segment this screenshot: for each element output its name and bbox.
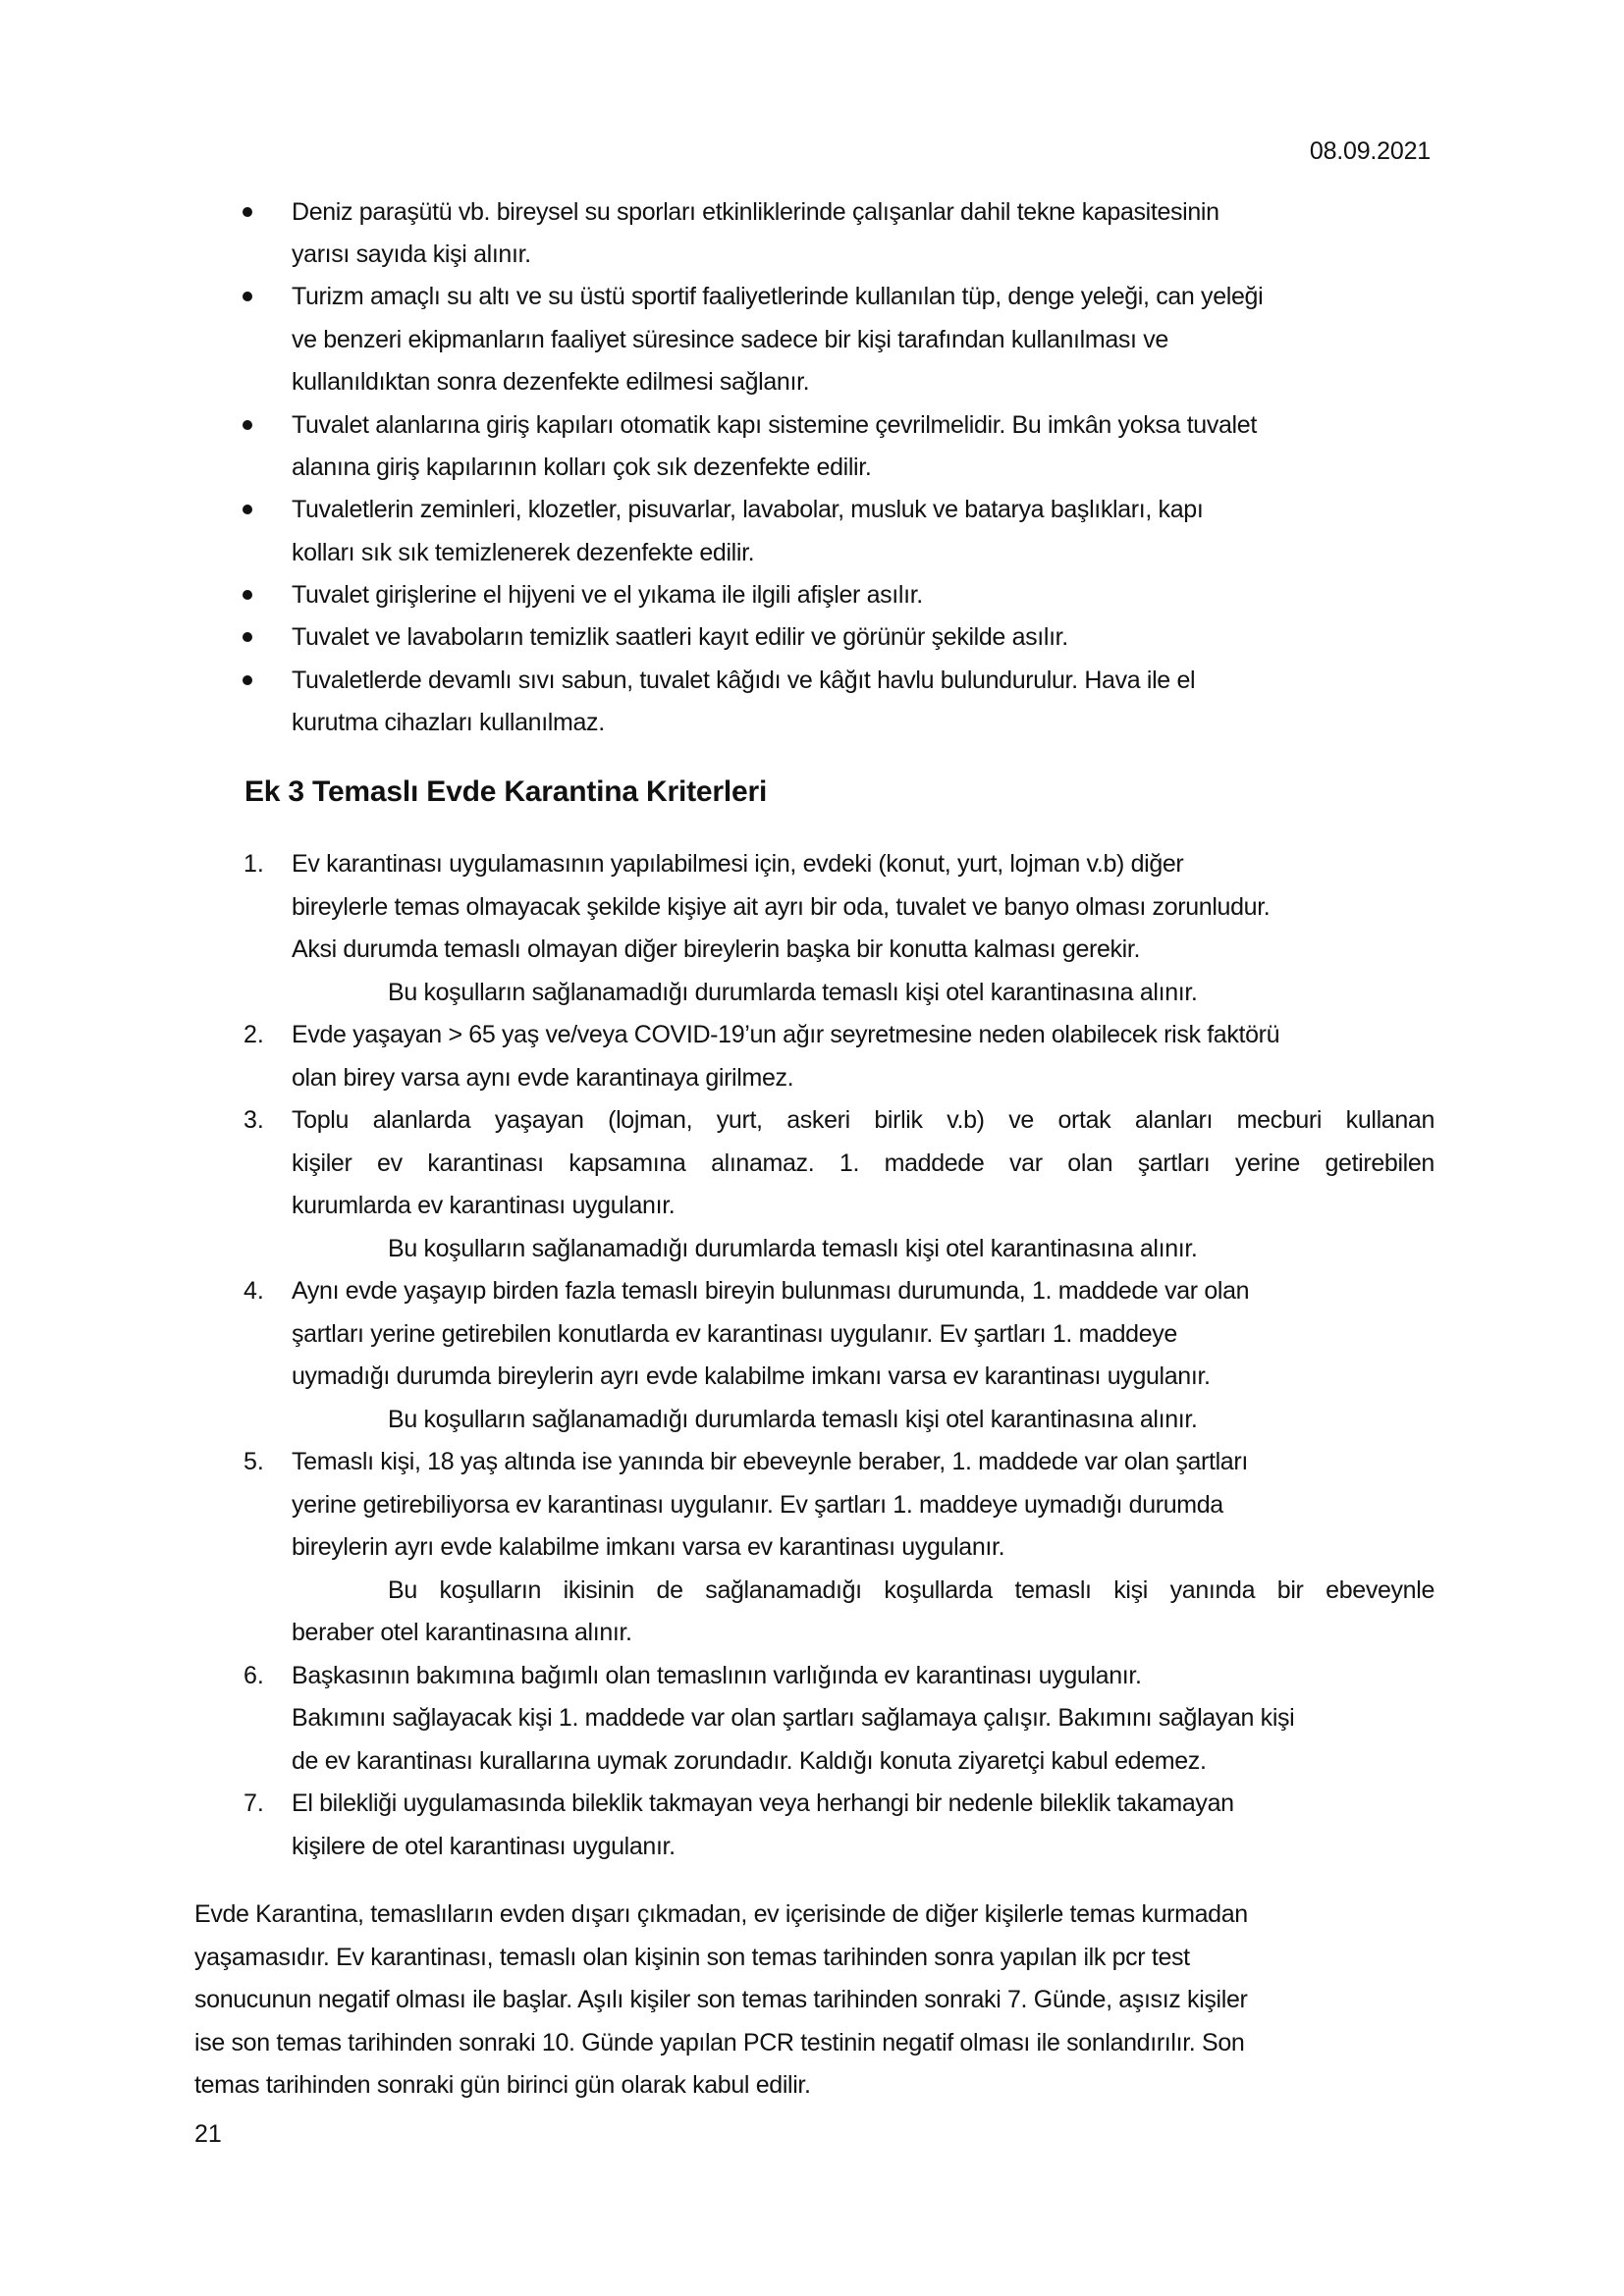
list-item-4-line-2: şartları yerine getirebilen konutlarda ev karantinası uygulanır. Ev şartları 1. maddeye [292, 1320, 1177, 1348]
bullet-item-4-line-1: Tuvaletlerin zeminleri, klozetler, pisuvarlar, lavabolar, musluk ve batarya başlıkları, kapı [292, 496, 1204, 523]
bullet-icon [243, 675, 252, 685]
paragraph-line-4: ise son temas tarihinden sonraki 10. Günde yapılan PCR testinin negatif olması ile sonlandırılır. Son [194, 2029, 1245, 2056]
bullet-item-3-line-1: Tuvalet alanlarına giriş kapıları otomatik kapı sistemine çevrilmelidir. Bu imkân yoksa tuvalet [292, 411, 1257, 439]
list-item-6-line-2: Bakımını sağlayacak kişi 1. maddede var olan şartları sağlamaya çalışır. Bakımını sağlayan kişi [292, 1704, 1295, 1732]
bullet-item-2-line-2: ve benzeri ekipmanların faaliyet süresince sadece bir kişi tarafından kullanılması ve [292, 326, 1168, 353]
list-number: 4. [244, 1277, 264, 1305]
list-item-5-note-line-2: beraber otel karantinasına alınır. [292, 1619, 632, 1646]
list-item-6-line-3: de ev karantinası kurallarına uymak zorundadır. Kaldığı konuta ziyaretçi kabul edemez. [292, 1747, 1207, 1775]
list-item-7-line-2: kişilere de otel karantinası uygulanır. [292, 1833, 676, 1860]
bullet-item-1-line-2: yarısı sayıda kişi alınır. [292, 240, 531, 268]
list-number: 5. [244, 1448, 264, 1475]
list-item-7-line-1: El bilekliği uygulamasında bileklik takmayan veya herhangi bir nedenle bileklik takamayan [292, 1789, 1234, 1817]
list-item-4-line-1: Aynı evde yaşayıp birden fazla temaslı bireyin bulunması durumunda, 1. maddede var olan [292, 1277, 1250, 1305]
bullet-icon [243, 505, 252, 514]
list-item-4-note: Bu koşulların sağlanamadığı durumlarda temaslı kişi otel karantinasına alınır. [388, 1406, 1198, 1433]
bullet-item-1-line-1: Deniz paraşütü vb. bireysel su sporları etkinliklerinde çalışanlar dahil tekne kapasitesinin [292, 198, 1219, 226]
bullet-item-7-line-2: kurutma cihazları kullanılmaz. [292, 709, 605, 736]
list-number: 6. [244, 1662, 264, 1689]
bullet-item-3-line-2: alanına giriş kapılarının kolları çok sık dezenfekte edilir. [292, 454, 872, 481]
paragraph-line-2: yaşamasıdır. Ev karantinası, temaslı olan kişinin son temas tarihinden sonra yapılan ilk pcr test [194, 1944, 1190, 1971]
section-heading: Ek 3 Temaslı Evde Karantina Kriterleri [244, 775, 768, 808]
bullet-icon [243, 590, 252, 600]
list-number: 1. [244, 850, 264, 878]
list-item-3-line-1: Toplu alanlarda yaşayan (lojman, yurt, askeri birlik v.b) ve ortak alanları mecburi kullanan [292, 1106, 1435, 1134]
list-item-5-line-3: bireylerin ayrı evde kalabilme imkanı varsa ev karantinası uygulanır. [292, 1533, 1005, 1561]
list-item-5-line-1: Temaslı kişi, 18 yaş altında ise yanında bir ebeveynle beraber, 1. maddede var olan şartları [292, 1448, 1248, 1475]
list-item-6-line-1: Başkasının bakımına bağımlı olan temaslının varlığında ev karantinası uygulanır. [292, 1662, 1142, 1689]
header-date: 08.09.2021 [1309, 137, 1431, 165]
paragraph-line-3: sonucunun negatif olması ile başlar. Aşılı kişiler son temas tarihinden sonraki 7. Günde, aşısız kişiler [194, 1986, 1248, 2013]
bullet-icon [243, 420, 252, 430]
bullet-item-2-line-1: Turizm amaçlı su altı ve su üstü sportif faaliyetlerinde kullanılan tüp, denge yeleği, can yeleği [292, 283, 1264, 310]
bullet-icon [243, 292, 252, 301]
list-item-5-line-2: yerine getirebiliyorsa ev karantinası uygulanır. Ev şartları 1. maddeye uymadığı durumda [292, 1491, 1223, 1519]
list-number: 3. [244, 1106, 264, 1134]
bullet-item-7-line-1: Tuvaletlerde devamlı sıvı sabun, tuvalet kâğıdı ve kâğıt havlu bulundurulur. Hava ile el [292, 667, 1196, 694]
list-item-1-line-1: Ev karantinası uygulamasının yapılabilmesi için, evdeki (konut, yurt, lojman v.b) diğer [292, 850, 1184, 878]
bullet-item-6-line-1: Tuvalet ve lavaboların temizlik saatleri kayıt edilir ve görünür şekilde asılır. [292, 623, 1068, 651]
paragraph-line-1: Evde Karantina, temaslıların evden dışarı çıkmadan, ev içerisinde de diğer kişilerle temas kurmadan [194, 1900, 1248, 1928]
list-number: 7. [244, 1789, 264, 1817]
bullet-icon [243, 632, 252, 642]
bullet-icon [243, 207, 252, 217]
list-item-5-note-line-1: Bu koşulların ikisinin de sağlanamadığı koşullarda temaslı kişi yanında bir ebeveynle [388, 1576, 1435, 1604]
list-item-4-line-3: uymadığı durumda bireylerin ayrı evde kalabilme imkanı varsa ev karantinası uygulanır. [292, 1362, 1211, 1390]
list-item-1-line-3: Aksi durumda temaslı olmayan diğer bireylerin başka bir konutta kalması gerekir. [292, 935, 1141, 963]
bullet-item-2-line-3: kullanıldıktan sonra dezenfekte edilmesi sağlanır. [292, 368, 810, 396]
list-item-3-note: Bu koşulların sağlanamadığı durumlarda temaslı kişi otel karantinasına alınır. [388, 1235, 1198, 1262]
page-number: 21 [194, 2120, 222, 2148]
list-item-1-note: Bu koşulların sağlanamadığı durumlarda temaslı kişi otel karantinasına alınır. [388, 979, 1198, 1006]
list-item-2-line-2: olan birey varsa aynı evde karantinaya girilmez. [292, 1064, 794, 1092]
list-item-1-line-2: bireylerle temas olmayacak şekilde kişiye ait ayrı bir oda, tuvalet ve banyo olması zorunludur. [292, 893, 1271, 921]
list-number: 2. [244, 1021, 264, 1048]
list-item-3-line-3: kurumlarda ev karantinası uygulanır. [292, 1192, 676, 1219]
bullet-item-5-line-1: Tuvalet girişlerine el hijyeni ve el yıkama ile ilgili afişler asılır. [292, 581, 923, 609]
list-item-3-line-2: kişiler ev karantinası kapsamına alınamaz. 1. maddede var olan şartları yerine getirebilen [292, 1149, 1435, 1177]
paragraph-line-5: temas tarihinden sonraki gün birinci gün olarak kabul edilir. [194, 2071, 811, 2099]
bullet-item-4-line-2: kolları sık sık temizlenerek dezenfekte edilir. [292, 539, 755, 566]
list-item-2-line-1: Evde yaşayan > 65 yaş ve/veya COVID-19’un ağır seyretmesine neden olabilecek risk faktörü [292, 1021, 1280, 1048]
